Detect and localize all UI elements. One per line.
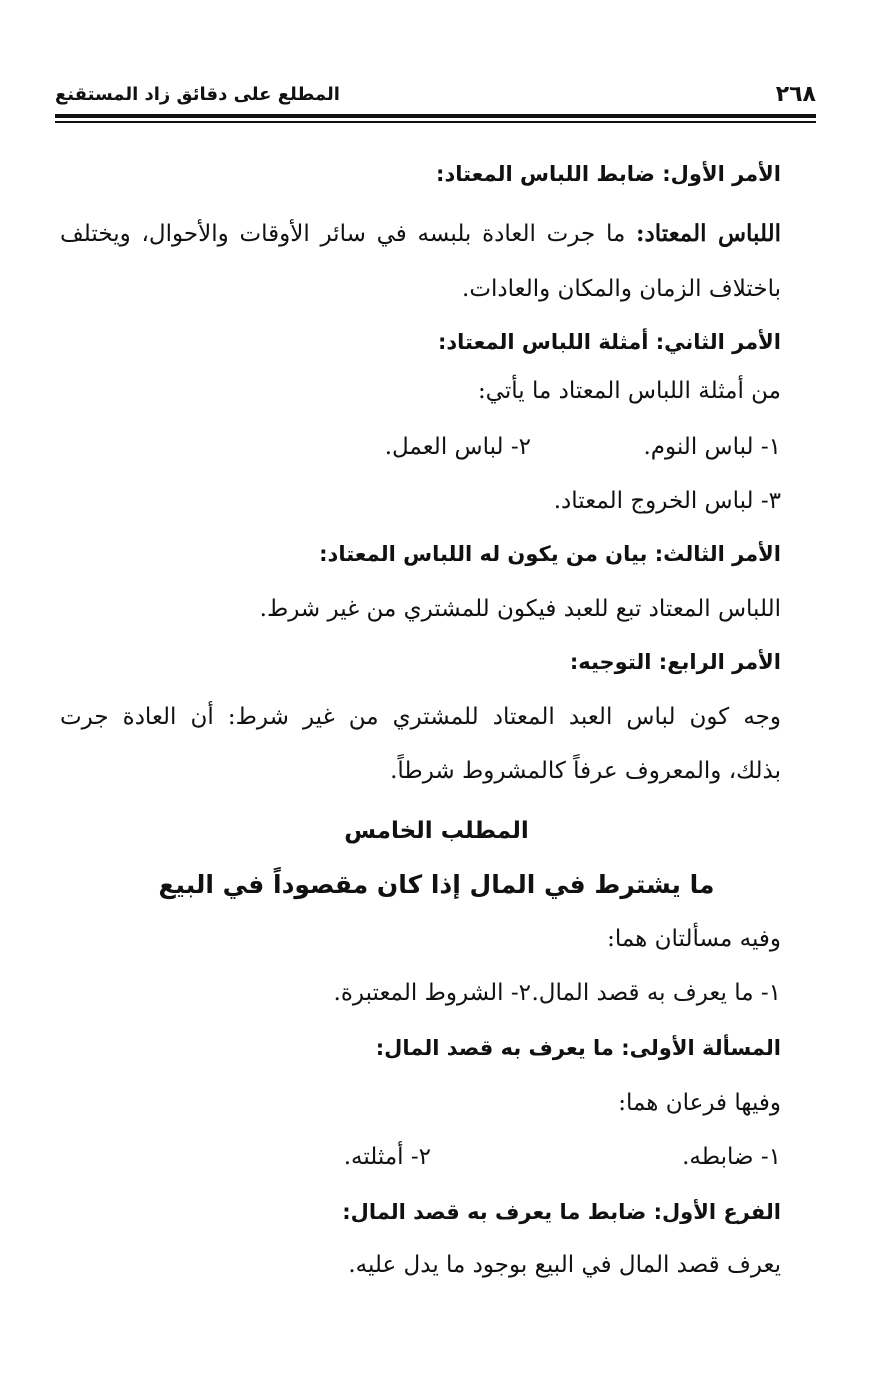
- heading-first-matter: الأمر الأول: ضابط اللباس المعتاد:: [436, 162, 781, 186]
- header-rule-thin: [55, 121, 816, 123]
- example-item-1: ١- لباس النوم.: [643, 434, 781, 460]
- issue-item-2: ٢- الشروط المعتبرة.: [333, 980, 531, 1006]
- paragraph-owner: اللباس المعتاد تبع للعبد فيكون للمشتري من غير شرط.: [259, 596, 781, 622]
- example-item-2: ٢- لباس العمل.: [384, 434, 531, 460]
- heading-fourth-matter: الأمر الرابع: التوجيه:: [569, 650, 781, 674]
- paragraph-reasoning-line2: بذلك، والمعروف عرفاً كالمشروط شرطاً.: [390, 758, 781, 784]
- paragraph-reasoning-line1: وجه كون لباس العبد المعتاد للمشتري من غير شرط: أن العادة جرت: [60, 704, 781, 730]
- paragraph-definition-line2: باختلاف الزمان والمكان والعادات.: [462, 276, 781, 302]
- examples-row-1: [60, 434, 781, 462]
- heading-first-branch: الفرع الأول: ضابط ما يعرف به قصد المال:: [342, 1200, 781, 1224]
- section-title: المطلب الخامس: [344, 818, 529, 844]
- example-item-3: ٣- لباس الخروج المعتاد.: [553, 488, 781, 514]
- section-subtitle: ما يشترط في المال إذا كان مقصوداً في البيع: [158, 870, 715, 899]
- page-header: [55, 82, 816, 108]
- issue-item-1: ١- ما يعرف به قصد المال.: [531, 980, 781, 1006]
- paragraph-intent: يعرف قصد المال في البيع بوجود ما يدل عليه.: [348, 1252, 781, 1278]
- page-number: ٢٦٨: [775, 82, 816, 107]
- paragraph-two-issues: وفيه مسألتان هما:: [607, 926, 781, 952]
- branch-item-1: ١- ضابطه.: [682, 1144, 781, 1170]
- definition-term: اللباس المعتاد:: [636, 220, 781, 247]
- heading-third-matter: الأمر الثالث: بيان من يكون له اللباس المعتاد:: [319, 542, 781, 566]
- paragraph-two-branches: وفيها فرعان هما:: [618, 1090, 781, 1116]
- header-rule-thick: [55, 114, 816, 118]
- paragraph-examples-intro: من أمثلة اللباس المعتاد ما يأتي:: [477, 378, 781, 404]
- branch-item-2: ٢- أمثلته.: [343, 1144, 431, 1170]
- book-title: المطلع على دقائق زاد المستقنع: [55, 84, 340, 105]
- definition-text: ما جرت العادة بلبسه في سائر الأوقات والأحوال، ويختلف: [60, 221, 637, 247]
- heading-second-matter: الأمر الثاني: أمثلة اللباس المعتاد:: [437, 330, 781, 354]
- issues-row: [60, 980, 781, 1008]
- paragraph-definition-line1: [60, 220, 781, 249]
- branches-row: [60, 1144, 781, 1172]
- heading-first-issue: المسألة الأولى: ما يعرف به قصد المال:: [375, 1036, 781, 1060]
